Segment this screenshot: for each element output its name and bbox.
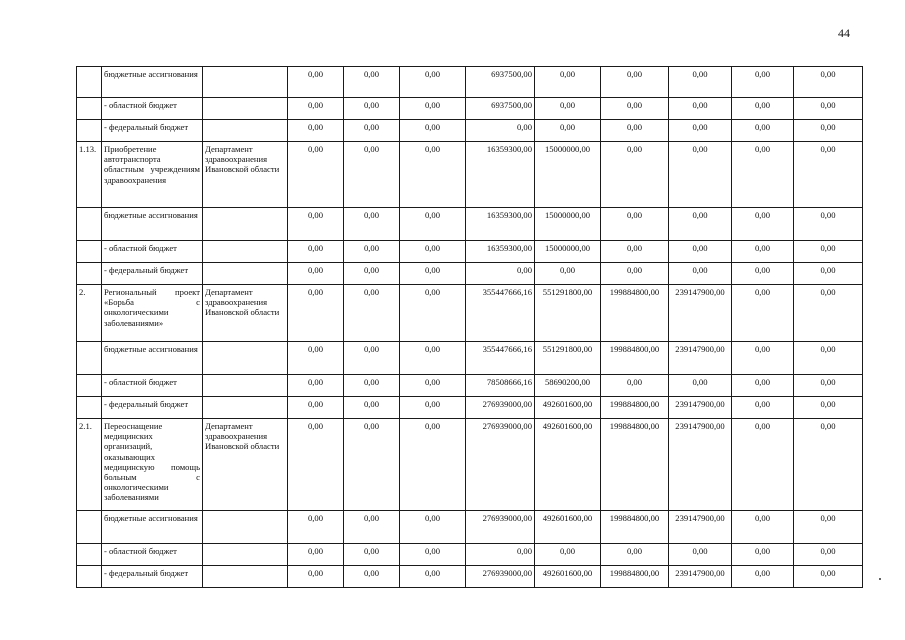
amount-cell: 0,00: [288, 375, 344, 397]
amount-cell: 239147900,00: [669, 342, 732, 375]
table-row: [77, 208, 863, 241]
amount-cell: 0,00: [288, 263, 344, 285]
amount-cell: 0,00: [535, 544, 601, 566]
amount-cell: 0,00: [601, 67, 669, 98]
amount-cell: 0,00: [601, 120, 669, 142]
amount-cell: 551291800,00: [535, 285, 601, 342]
table-row: [77, 67, 863, 98]
amount-cell: 0,00: [288, 98, 344, 120]
amount-cell: 551291800,00: [535, 342, 601, 375]
amount-cell: 15000000,00: [535, 142, 601, 208]
amount-cell: 0,00: [669, 120, 732, 142]
amount-cell: 78508666,16: [466, 375, 535, 397]
amount-cell: 0,00: [288, 208, 344, 241]
table-row: [77, 98, 863, 120]
amount-cell: 0,00: [669, 208, 732, 241]
amount-cell: 0,00: [601, 208, 669, 241]
row-index: [77, 120, 102, 142]
amount-cell: 15000000,00: [535, 241, 601, 263]
amount-cell: 492601600,00: [535, 419, 601, 511]
amount-cell: 492601600,00: [535, 397, 601, 419]
row-index: 2.: [77, 285, 102, 342]
amount-cell: 16359300,00: [466, 142, 535, 208]
amount-cell: 0,00: [400, 241, 466, 263]
amount-cell: 239147900,00: [669, 397, 732, 419]
amount-cell: 199884800,00: [601, 511, 669, 544]
amount-cell: 0,00: [400, 208, 466, 241]
amount-cell: 0,00: [601, 98, 669, 120]
amount-cell: 0,00: [669, 544, 732, 566]
row-executor: [203, 544, 288, 566]
row-executor: [203, 397, 288, 419]
amount-cell: 0,00: [794, 241, 863, 263]
row-name: - федеральный бюджет: [102, 263, 203, 285]
amount-cell: 0,00: [535, 67, 601, 98]
row-name: бюджетные ассигнования: [102, 208, 203, 241]
amount-cell: 0,00: [400, 397, 466, 419]
row-index: [77, 511, 102, 544]
amount-cell: 199884800,00: [601, 397, 669, 419]
table-row: [77, 419, 863, 511]
amount-cell: 0,00: [400, 67, 466, 98]
amount-cell: 0,00: [344, 142, 400, 208]
row-index: [77, 98, 102, 120]
amount-cell: 0,00: [288, 566, 344, 588]
amount-cell: 0,00: [794, 375, 863, 397]
amount-cell: 0,00: [601, 142, 669, 208]
amount-cell: 0,00: [601, 375, 669, 397]
row-name: - федеральный бюджет: [102, 566, 203, 588]
amount-cell: 0,00: [466, 263, 535, 285]
table-row: [77, 566, 863, 588]
row-executor: Департамент здравоохранения Ивановской области: [203, 142, 288, 208]
amount-cell: 0,00: [732, 98, 794, 120]
row-index: 1.13.: [77, 142, 102, 208]
amount-cell: 0,00: [732, 263, 794, 285]
amount-cell: 0,00: [400, 375, 466, 397]
row-executor: [203, 263, 288, 285]
row-name: - областной бюджет: [102, 375, 203, 397]
amount-cell: 199884800,00: [601, 566, 669, 588]
amount-cell: 0,00: [794, 263, 863, 285]
amount-cell: 0,00: [794, 120, 863, 142]
amount-cell: 0,00: [344, 397, 400, 419]
amount-cell: 276939000,00: [466, 511, 535, 544]
amount-cell: 0,00: [344, 375, 400, 397]
row-executor: [203, 241, 288, 263]
amount-cell: 492601600,00: [535, 566, 601, 588]
table-row: [77, 397, 863, 419]
row-index: [77, 566, 102, 588]
amount-cell: 0,00: [288, 419, 344, 511]
amount-cell: 0,00: [669, 263, 732, 285]
amount-cell: 0,00: [400, 544, 466, 566]
amount-cell: 0,00: [400, 285, 466, 342]
amount-cell: 199884800,00: [601, 342, 669, 375]
amount-cell: 0,00: [288, 120, 344, 142]
amount-cell: 0,00: [669, 241, 732, 263]
amount-cell: 0,00: [794, 285, 863, 342]
row-executor: Департамент здравоохранения Ивановской области: [203, 419, 288, 511]
amount-cell: 0,00: [535, 98, 601, 120]
row-name: - федеральный бюджет: [102, 397, 203, 419]
amount-cell: 355447666,16: [466, 285, 535, 342]
amount-cell: 0,00: [732, 419, 794, 511]
amount-cell: 16359300,00: [466, 241, 535, 263]
table-row: [77, 342, 863, 375]
amount-cell: 0,00: [288, 142, 344, 208]
table-row: [77, 241, 863, 263]
table-row: [77, 511, 863, 544]
amount-cell: 0,00: [732, 208, 794, 241]
amount-cell: 0,00: [344, 120, 400, 142]
amount-cell: 0,00: [344, 419, 400, 511]
amount-cell: 0,00: [601, 241, 669, 263]
amount-cell: 0,00: [288, 544, 344, 566]
budget-table: [76, 66, 863, 588]
amount-cell: 0,00: [794, 208, 863, 241]
amount-cell: 0,00: [732, 120, 794, 142]
row-name: Переоснащение медицинских организаций, оказывающих медицинскую помощь больным с онкологическими заболеваниями: [102, 419, 203, 511]
page-number: 44: [838, 26, 850, 40]
amount-cell: 0,00: [732, 67, 794, 98]
row-name: - областной бюджет: [102, 241, 203, 263]
amount-cell: 0,00: [669, 375, 732, 397]
amount-cell: 0,00: [732, 566, 794, 588]
amount-cell: 239147900,00: [669, 566, 732, 588]
row-index: [77, 375, 102, 397]
amount-cell: 0,00: [288, 342, 344, 375]
amount-cell: 0,00: [344, 566, 400, 588]
amount-cell: 276939000,00: [466, 566, 535, 588]
row-executor: Департамент здравоохранения Ивановской области: [203, 285, 288, 342]
row-index: [77, 397, 102, 419]
row-executor: [203, 375, 288, 397]
amount-cell: 0,00: [794, 142, 863, 208]
amount-cell: 239147900,00: [669, 419, 732, 511]
amount-cell: 15000000,00: [535, 208, 601, 241]
amount-cell: 0,00: [344, 342, 400, 375]
amount-cell: 0,00: [344, 263, 400, 285]
amount-cell: 0,00: [400, 511, 466, 544]
amount-cell: 0,00: [288, 397, 344, 419]
row-executor: [203, 98, 288, 120]
row-index: [77, 263, 102, 285]
amount-cell: 0,00: [344, 544, 400, 566]
amount-cell: 0,00: [400, 98, 466, 120]
row-name: Региональный проект «Борьба с онкологическими заболеваниями»: [102, 285, 203, 342]
amount-cell: 0,00: [732, 241, 794, 263]
amount-cell: 0,00: [535, 263, 601, 285]
amount-cell: 276939000,00: [466, 419, 535, 511]
row-index: [77, 544, 102, 566]
amount-cell: 0,00: [794, 342, 863, 375]
row-executor: [203, 208, 288, 241]
row-index: [77, 241, 102, 263]
amount-cell: 0,00: [400, 419, 466, 511]
table-row: [77, 263, 863, 285]
amount-cell: 0,00: [344, 208, 400, 241]
amount-cell: 0,00: [732, 511, 794, 544]
row-index: [77, 67, 102, 98]
amount-cell: 0,00: [400, 142, 466, 208]
row-executor: [203, 342, 288, 375]
amount-cell: 0,00: [400, 120, 466, 142]
amount-cell: 0,00: [288, 511, 344, 544]
amount-cell: 0,00: [288, 241, 344, 263]
amount-cell: 6937500,00: [466, 67, 535, 98]
amount-cell: 199884800,00: [601, 419, 669, 511]
amount-cell: 0,00: [794, 511, 863, 544]
amount-cell: 0,00: [794, 419, 863, 511]
amount-cell: 0,00: [344, 285, 400, 342]
row-name: бюджетные ассигнования: [102, 67, 203, 98]
table-row: [77, 120, 863, 142]
row-index: [77, 208, 102, 241]
row-name: бюджетные ассигнования: [102, 511, 203, 544]
amount-cell: 0,00: [669, 98, 732, 120]
amount-cell: 0,00: [344, 67, 400, 98]
amount-cell: 0,00: [732, 342, 794, 375]
amount-cell: 355447666,16: [466, 342, 535, 375]
amount-cell: 0,00: [344, 511, 400, 544]
row-executor: [203, 511, 288, 544]
amount-cell: 0,00: [794, 98, 863, 120]
amount-cell: 0,00: [400, 566, 466, 588]
amount-cell: 0,00: [344, 241, 400, 263]
row-executor: [203, 566, 288, 588]
row-name: Приобретение автотранспорта областным учреждениям здравоохранения: [102, 142, 203, 208]
amount-cell: 0,00: [288, 67, 344, 98]
row-index: [77, 342, 102, 375]
amount-cell: 492601600,00: [535, 511, 601, 544]
budget-table-body: [77, 67, 863, 588]
table-row: [77, 285, 863, 342]
amount-cell: 0,00: [732, 375, 794, 397]
amount-cell: 16359300,00: [466, 208, 535, 241]
amount-cell: 239147900,00: [669, 285, 732, 342]
row-executor: [203, 67, 288, 98]
amount-cell: 6937500,00: [466, 98, 535, 120]
amount-cell: 276939000,00: [466, 397, 535, 419]
amount-cell: 0,00: [732, 142, 794, 208]
amount-cell: 0,00: [732, 397, 794, 419]
amount-cell: 0,00: [669, 67, 732, 98]
amount-cell: 0,00: [794, 566, 863, 588]
amount-cell: 0,00: [344, 98, 400, 120]
amount-cell: 0,00: [535, 120, 601, 142]
amount-cell: 0,00: [794, 67, 863, 98]
row-name: - федеральный бюджет: [102, 120, 203, 142]
scan-speck: [879, 578, 881, 580]
row-index: 2.1.: [77, 419, 102, 511]
amount-cell: 0,00: [794, 397, 863, 419]
row-executor: [203, 120, 288, 142]
table-row: [77, 375, 863, 397]
amount-cell: 0,00: [794, 544, 863, 566]
amount-cell: 0,00: [732, 544, 794, 566]
amount-cell: 199884800,00: [601, 285, 669, 342]
amount-cell: 0,00: [732, 285, 794, 342]
amount-cell: 0,00: [466, 544, 535, 566]
row-name: - областной бюджет: [102, 98, 203, 120]
row-name: - областной бюджет: [102, 544, 203, 566]
table-row: [77, 142, 863, 208]
table-row: [77, 544, 863, 566]
row-name: бюджетные ассигнования: [102, 342, 203, 375]
amount-cell: 58690200,00: [535, 375, 601, 397]
amount-cell: 239147900,00: [669, 511, 732, 544]
amount-cell: 0,00: [400, 342, 466, 375]
amount-cell: 0,00: [669, 142, 732, 208]
amount-cell: 0,00: [466, 120, 535, 142]
amount-cell: 0,00: [601, 544, 669, 566]
amount-cell: 0,00: [601, 263, 669, 285]
amount-cell: 0,00: [400, 263, 466, 285]
amount-cell: 0,00: [288, 285, 344, 342]
